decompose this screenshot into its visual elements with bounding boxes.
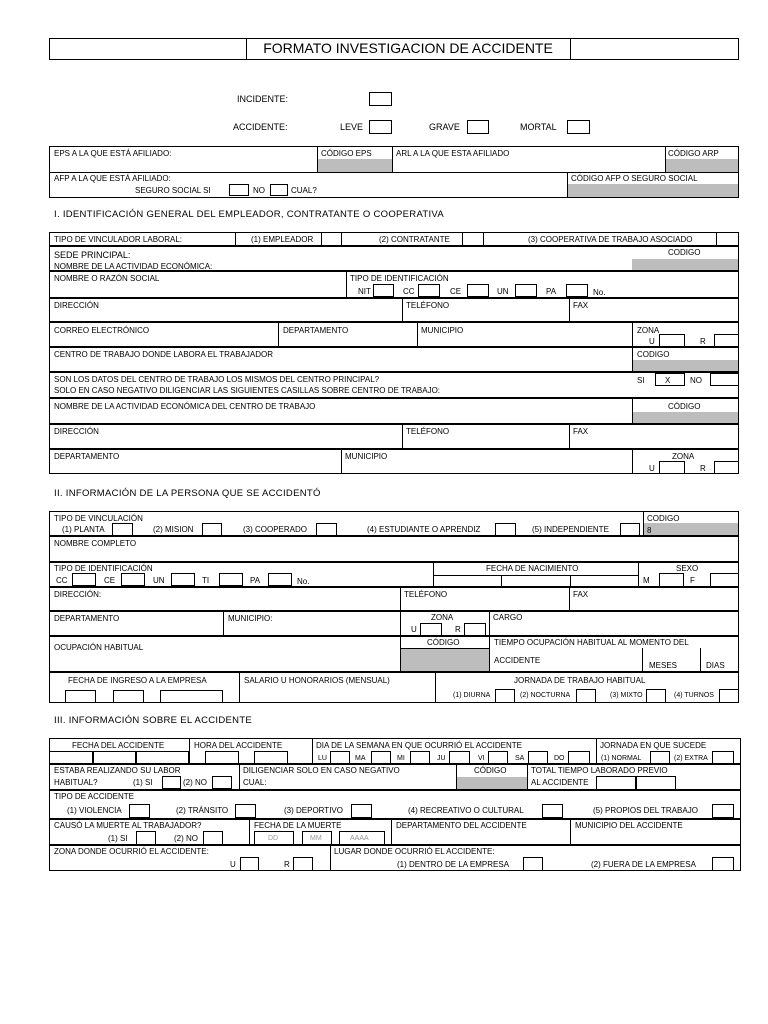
nombre-completo-label: NOMBRE COMPLETO	[54, 539, 137, 548]
direccion-persona-row	[49, 587, 739, 611]
grid-line	[632, 347, 633, 372]
grid-line	[569, 424, 570, 449]
incidente-checkbox[interactable]	[369, 92, 392, 106]
zona-r-label: R	[700, 337, 706, 346]
cooperado-label: (3) COOPERADO	[243, 525, 308, 534]
zona-ocurrio-u-label: U	[230, 860, 236, 869]
normal-checkbox[interactable]	[650, 751, 670, 764]
grid-line	[700, 648, 701, 672]
dia-lu-checkbox[interactable]	[330, 751, 350, 764]
hora-hh-box[interactable]	[205, 751, 239, 764]
cual-label: CUAL:	[243, 778, 267, 787]
dia-vi-label: VI	[478, 755, 485, 762]
id-pa-checkbox[interactable]	[268, 573, 292, 586]
grid-line	[189, 738, 190, 764]
planta-checkbox[interactable]	[112, 523, 133, 536]
grid-line	[417, 322, 418, 347]
grid-line	[239, 764, 240, 790]
dia-do-checkbox[interactable]	[568, 751, 590, 764]
afiliacion-row-line	[49, 172, 739, 173]
muerte-si-label: (1) SI	[108, 834, 128, 843]
cooperativa-checkbox[interactable]	[716, 232, 739, 246]
grid-line	[642, 648, 643, 672]
nombre-actividad-centro-label: NOMBRE DE LA ACTIVIDAD ECONÓMICA DEL CENTRO DE TRABAJO	[54, 402, 316, 411]
zona-ocurrio-label: ZONA DONDE OCURRIÓ EL ACCIDENTE:	[54, 847, 209, 856]
total-tiempo-label: TOTAL TIEMPO LABORADO PREVIO	[531, 766, 668, 775]
grid-line	[223, 611, 224, 636]
nit-label: NIT	[358, 287, 371, 296]
id-ti-label: TI	[202, 576, 210, 585]
grid-line	[596, 738, 597, 764]
dia-ma-label: MA	[355, 755, 366, 762]
id-no-num-label: No.	[297, 577, 310, 586]
grid-line	[278, 322, 279, 347]
fecha-accidente-label: FECHA DEL ACCIDENTE	[72, 741, 165, 750]
fecha-ingreso-label: FECHA DE INGRESO A LA EMPRESA	[68, 676, 207, 685]
sexo-m-label: M	[643, 576, 650, 585]
labor-si-checkbox[interactable]	[162, 776, 181, 789]
estudiante-checkbox[interactable]	[495, 523, 516, 536]
tiempo-ocupacion-label: TIEMPO OCUPACIÓN HABITUAL AL MOMENTO DEL	[494, 638, 689, 647]
id-un-label: UN	[153, 576, 165, 585]
grid-line	[489, 636, 490, 672]
mortal-checkbox[interactable]	[567, 120, 590, 134]
section2-heading: II. INFORMACIÓN DE LA PERSONA QUE SE ACCIDENTÓ	[54, 488, 321, 499]
departamento-label: DEPARTAMENTO	[283, 326, 349, 335]
contratante-checkbox[interactable]	[462, 232, 484, 246]
id-ce-checkbox[interactable]	[121, 573, 145, 586]
estudiante-label: (4) ESTUDIANTE O APRENDIZ	[367, 525, 481, 534]
planta-label: (1) PLANTA	[62, 525, 105, 534]
muerte-si-checkbox[interactable]	[136, 831, 156, 845]
tiempo-accidente-label: ACCIDENTE	[494, 656, 541, 665]
independiente-checkbox[interactable]	[620, 523, 640, 536]
nit-checkbox[interactable]	[373, 284, 394, 297]
diligenciar-label: DILIGENCIAR SOLO EN CASO NEGATIVO	[243, 766, 400, 775]
sede-principal-label: SEDE PRINCIPAL:	[54, 250, 131, 260]
fax-centro-label: FAX	[573, 427, 589, 436]
grid-line	[632, 449, 633, 474]
arl-label: ARL A LA QUE ESTA AFILIADO	[396, 149, 510, 158]
extra-checkbox[interactable]	[712, 751, 734, 764]
nombre-razon-label: NOMBRE O RAZÓN SOCIAL	[54, 274, 160, 283]
grid-line	[632, 322, 633, 347]
cual-label: CUAL?	[291, 186, 317, 195]
codigo-arp-label: CÓDIGO ARP	[668, 149, 719, 158]
grid-line	[330, 845, 331, 871]
fax-persona-label: FAX	[573, 590, 589, 599]
extra-label: (2) EXTRA	[674, 755, 708, 762]
direccion-centro-row	[49, 424, 739, 449]
fax-label: FAX	[573, 301, 589, 310]
zona-centro-r-checkbox[interactable]	[714, 461, 739, 474]
nocturna-checkbox[interactable]	[576, 689, 596, 703]
grave-checkbox[interactable]	[467, 120, 489, 134]
incidente-label: INCIDENTE:	[237, 94, 289, 104]
eps-label: EPS A LA QUE ESTÁ AFILIADO:	[54, 149, 172, 158]
zona-persona-r-label: R	[455, 625, 461, 634]
mision-checkbox[interactable]	[202, 523, 222, 536]
zona-r-checkbox[interactable]	[714, 334, 739, 347]
fecha-acc-aaaa-box[interactable]	[136, 751, 189, 764]
direccion-row	[49, 298, 739, 322]
jornada-sucede-label: JORNADA EN QUE SUCEDE	[600, 741, 707, 750]
section3-heading: III. INFORMACIÓN SOBRE EL ACCIDENTE	[54, 715, 253, 726]
codigo-afp-label: CÓDIGO AFP O SEGURO SOCIAL	[571, 174, 698, 183]
labor-no-checkbox[interactable]	[212, 776, 232, 789]
mismos-si-label: SI	[637, 376, 645, 385]
depto-accidente-label: DEPARTAMENTO DEL ACCIDENTE	[396, 821, 527, 830]
afiliacion-vline	[392, 146, 393, 172]
independiente-label: (5) INDEPENDIENTE	[532, 525, 609, 534]
departamento-centro-row	[49, 449, 739, 474]
id-ce-label: CE	[104, 576, 116, 585]
grid-line	[312, 738, 313, 764]
dia-mi-checkbox[interactable]	[410, 751, 430, 764]
cargo-label: CARGO	[493, 613, 523, 622]
actividad-centro-codigo-label: CÓDIGO	[668, 402, 701, 411]
propios-checkbox[interactable]	[712, 804, 734, 818]
mismos-si-mark: X	[665, 376, 671, 385]
id-cc-label: CC	[56, 576, 68, 585]
sexo-f-label: F	[690, 576, 695, 585]
dentro-label: (1) DENTRO DE LA EMPRESA	[397, 860, 510, 869]
cc-label: CC	[403, 287, 415, 296]
grid-line	[433, 575, 638, 576]
son-datos-label: SON LOS DATOS DEL CENTRO DE TRABAJO LOS MISMOS DEL CENTRO PRINCIPAL?	[54, 375, 380, 384]
normal-label: (1) NORMAL	[601, 755, 642, 762]
muerte-dd-placeholder: DD	[268, 835, 279, 842]
zona-centro-u-label: U	[649, 464, 655, 473]
un-checkbox[interactable]	[515, 284, 537, 297]
fecha-acc-mm-box[interactable]	[93, 751, 136, 764]
solo-caso-label: SOLO EN CASO NEGATIVO DILIGENCIAR LAS SIGUIENTES CASILLAS SOBRE CENTRO DE TRABAJO:	[54, 386, 441, 395]
grave-label: GRAVE	[429, 122, 460, 132]
codigo-persona-value: 8	[647, 526, 652, 535]
dia-sa-checkbox[interactable]	[528, 751, 548, 764]
ocupacion-label: OCUPACIÓN HABITUAL	[54, 643, 144, 652]
cc-checkbox[interactable]	[418, 284, 440, 297]
zona-persona-u-label: U	[411, 625, 417, 634]
dentro-checkbox[interactable]	[523, 857, 543, 871]
no-num-label: No.	[593, 288, 606, 297]
nombre-actividad-label: NOMBRE DE LA ACTIVIDAD ECONÓMICA:	[54, 262, 213, 271]
correo-label: CORREO ELECTRÓNICO	[54, 326, 150, 335]
tipo-vinculacion-label: TIPO DE VINCULACIÓN	[54, 514, 143, 523]
ingreso-aaaa-box[interactable]	[160, 690, 223, 703]
sexo-m-checkbox[interactable]	[659, 573, 684, 587]
grid-line	[400, 636, 401, 672]
empleador-checkbox[interactable]	[321, 232, 342, 246]
page-title: FORMATO INVESTIGACION DE ACCIDENTE	[263, 40, 553, 56]
id-un-checkbox[interactable]	[171, 573, 195, 586]
municipio-centro-label: MUNICIPIO	[345, 452, 388, 461]
id-pa-label: PA	[250, 576, 261, 585]
municipio-persona-label: MUNICIPIO:	[228, 614, 273, 623]
grid-line	[435, 672, 436, 703]
municipio-accidente-label: MUNICIPIO DEL ACCIDENTE	[575, 821, 683, 830]
tipo-vinculador-label: TIPO DE VINCULADOR LABORAL:	[54, 235, 183, 244]
grid-line	[400, 648, 489, 649]
salario-label: SALARIO U HONORARIOS (MENSUAL)	[244, 676, 390, 685]
recreativo-checkbox[interactable]	[542, 804, 563, 818]
grid-line	[400, 611, 401, 636]
violencia-label: (1) VIOLENCIA	[67, 806, 122, 815]
transito-checkbox[interactable]	[235, 804, 256, 818]
causo-muerte-label: CAUSÓ LA MUERTE AL TRABAJADOR?	[54, 821, 202, 830]
departamento-persona-row	[49, 611, 739, 636]
afiliacion-vline	[317, 146, 318, 172]
grid-line	[489, 611, 490, 636]
mixto-label: (3) MIXTO	[610, 692, 643, 699]
afiliacion-vline	[567, 172, 568, 198]
grid-line	[402, 298, 403, 322]
centro-trabajo-label: CENTRO DE TRABAJO DONDE LABORA EL TRABAJADOR	[54, 350, 274, 359]
zona-centro-u-checkbox[interactable]	[659, 461, 685, 474]
seguro-social-label: SEGURO SOCIAL SI	[135, 186, 211, 195]
deportivo-label: (3) DEPORTIVO	[284, 806, 343, 815]
fuera-label: (2) FUERA DE LA EMPRESA	[591, 860, 696, 869]
telefono-label: TELÉFONO	[406, 301, 450, 310]
zona-label: ZONA	[637, 326, 660, 335]
lugar-label: LUGAR DONDE OCURRIÓ EL ACCIDENTE:	[334, 847, 495, 856]
grid-line	[632, 398, 633, 424]
sede-codigo-label: CODIGO	[668, 248, 701, 257]
turnos-label: (4) TURNOS	[674, 692, 714, 699]
codigo-labor-label: CÓDIGO	[474, 766, 507, 775]
grid-line	[456, 764, 457, 790]
deportivo-checkbox[interactable]	[351, 804, 372, 818]
seguro-no-checkbox[interactable]	[270, 184, 288, 196]
mixto-checkbox[interactable]	[646, 689, 666, 703]
departamento-persona-label: DEPARTAMENTO	[54, 614, 120, 623]
diurna-label: (1) DIURNA	[453, 692, 491, 699]
mismos-no-label: NO	[690, 376, 702, 385]
muerte-aaaa-placeholder: AAAA	[350, 835, 369, 842]
afp-label: AFP A LA QUE ESTÁ AFILIADO:	[54, 174, 171, 183]
municipio-label: MUNICIPIO	[421, 326, 464, 335]
grid-line	[638, 562, 639, 587]
cooperado-checkbox[interactable]	[316, 523, 337, 536]
labor-no-label: (2) NO	[183, 778, 207, 787]
total-tiempo-h-box[interactable]	[596, 776, 636, 790]
dia-mi-label: MI	[397, 755, 405, 762]
accidente-label: ACCIDENTE:	[233, 122, 288, 132]
grid-line	[235, 232, 236, 246]
propios-label: (5) PROPIOS DEL TRABAJO	[593, 806, 698, 815]
grid-line	[346, 271, 347, 298]
dia-vi-checkbox[interactable]	[488, 751, 508, 764]
nombre-completo-row	[49, 536, 739, 562]
dia-ma-checkbox[interactable]	[371, 751, 391, 764]
zona-ocurrio-r-label: R	[284, 860, 290, 869]
fecha-nacimiento-label: FECHA DE NACIMIENTO	[486, 564, 579, 573]
ce-checkbox[interactable]	[467, 284, 489, 297]
fecha-acc-dd-box[interactable]	[49, 751, 93, 764]
grid-line	[501, 575, 502, 587]
seguro-si-checkbox[interactable]	[229, 184, 249, 196]
habitual-label: HABITUAL?	[54, 778, 98, 787]
grid-line	[239, 672, 240, 703]
ocupacion-codigo-label: CÓDIGO	[427, 638, 460, 647]
cooperativa-label: (3) COOPERATIVA DE TRABAJO ASOCIADO	[528, 235, 693, 244]
direccion-persona-label: DIRECCIÓN:	[54, 590, 102, 599]
seguro-no-label: NO	[253, 186, 265, 195]
centro-codigo-label: CODIGO	[637, 350, 670, 359]
ingreso-dd-box[interactable]	[65, 690, 96, 703]
sexo-f-checkbox[interactable]	[710, 573, 739, 587]
recreativo-label: (4) RECREATIVO O CULTURAL	[408, 806, 524, 815]
un-label: UN	[497, 287, 509, 296]
zona-centro-label: ZONA	[672, 452, 695, 461]
zona-persona-label: ZONA	[431, 613, 454, 622]
telefono-persona-label: TELÉFONO	[404, 590, 448, 599]
grid-line	[570, 575, 571, 587]
muerte-mm-placeholder: MM	[310, 835, 322, 842]
estaba-label: ESTABA REALIZANDO SU LABOR	[54, 766, 181, 775]
sexo-label: SEXO	[676, 564, 699, 573]
zona-u-checkbox[interactable]	[659, 334, 685, 347]
correo-row	[49, 322, 739, 347]
leve-label: LEVE	[340, 122, 364, 132]
id-ti-checkbox[interactable]	[219, 573, 243, 586]
grid-line	[249, 819, 250, 845]
muerte-no-label: (2) NO	[174, 834, 198, 843]
grid-line	[570, 819, 571, 845]
title-divider-right	[570, 38, 571, 60]
grid-line	[391, 819, 392, 845]
dia-semana-label: DIA DE LA SEMANA EN QUE OCURRIÓ EL ACCIDENTE	[316, 741, 522, 750]
meses-label: MESES	[649, 661, 678, 670]
ce-label: CE	[450, 287, 462, 296]
transito-label: (2) TRÁNSITO	[176, 806, 229, 815]
turnos-checkbox[interactable]	[719, 689, 739, 703]
pa-checkbox[interactable]	[566, 284, 588, 297]
dia-sa-label: SA	[515, 755, 525, 762]
mision-label: (2) MISION	[153, 525, 194, 534]
ingreso-mm-box[interactable]	[113, 690, 144, 703]
contratante-label: (2) CONTRATANTE	[379, 235, 450, 244]
jornada-label: JORNADA DE TRABAJO HABITUAL	[514, 676, 646, 685]
mortal-label: MORTAL	[520, 122, 557, 132]
direccion-centro-label: DIRECCIÓN	[54, 427, 99, 436]
tipo-accidente-label: TIPO DE ACCIDENTE	[54, 792, 135, 801]
zona-ocurrio-u-checkbox[interactable]	[240, 857, 259, 871]
labor-si-label: (1) SI	[133, 778, 153, 787]
total-tiempo-m-box[interactable]	[636, 776, 676, 790]
zona-centro-r-label: R	[700, 464, 706, 473]
pa-label: PA	[546, 287, 557, 296]
codigo-eps-label: CÓDIGO EPS	[321, 149, 372, 158]
id-cc-checkbox[interactable]	[72, 573, 96, 586]
zona-persona-r-checkbox[interactable]	[464, 623, 486, 636]
grid-line	[643, 511, 644, 536]
hora-mm-box[interactable]	[254, 751, 288, 764]
tipo-id-persona-label: TIPO DE IDENTIFICACIÓN	[54, 564, 153, 573]
nocturna-label: (2) NOCTURNA	[520, 692, 571, 699]
telefono-centro-label: TELÉFONO	[406, 427, 450, 436]
tipo-id-label: TIPO DE IDENTIFICACIÓN	[350, 274, 449, 283]
grid-line	[569, 587, 570, 611]
zona-u-label: U	[649, 337, 655, 346]
diurna-checkbox[interactable]	[495, 689, 515, 703]
muerte-no-checkbox[interactable]	[203, 831, 223, 845]
section1-heading: I. IDENTIFICACIÓN GENERAL DEL EMPLEADOR, CONTRATANTE O COOPERATIVA	[54, 209, 444, 220]
grid-line	[569, 298, 570, 322]
codigo-persona-label: CODIGO	[647, 514, 680, 523]
dia-lu-label: LU	[318, 755, 327, 762]
zona-ocurrio-r-checkbox[interactable]	[293, 857, 313, 871]
leve-checkbox[interactable]	[369, 120, 392, 134]
fecha-muerte-label: FECHA DE LA MUERTE	[254, 821, 342, 830]
dia-ju-checkbox[interactable]	[449, 751, 470, 764]
grid-line	[527, 764, 528, 790]
al-accidente-label: AL ACCIDENTE	[531, 778, 589, 787]
empleador-label: (1) EMPLEADOR	[251, 235, 314, 244]
direccion-label: DIRECCIÓN	[54, 301, 99, 310]
grid-line	[402, 424, 403, 449]
grid-line	[400, 587, 401, 611]
zona-persona-u-checkbox[interactable]	[420, 623, 442, 636]
dias-label: DIAS	[706, 661, 725, 670]
violencia-checkbox[interactable]	[129, 804, 150, 818]
afiliacion-vline	[665, 146, 666, 172]
dia-do-label: DO	[554, 755, 565, 762]
grid-line	[341, 449, 342, 474]
mismos-no-checkbox[interactable]	[710, 373, 739, 386]
dia-ju-label: JU	[437, 755, 446, 762]
departamento-centro-label: DEPARTAMENTO	[54, 452, 120, 461]
fuera-checkbox[interactable]	[712, 857, 734, 871]
hora-accidente-label: HORA DEL ACCIDENTE	[194, 741, 283, 750]
